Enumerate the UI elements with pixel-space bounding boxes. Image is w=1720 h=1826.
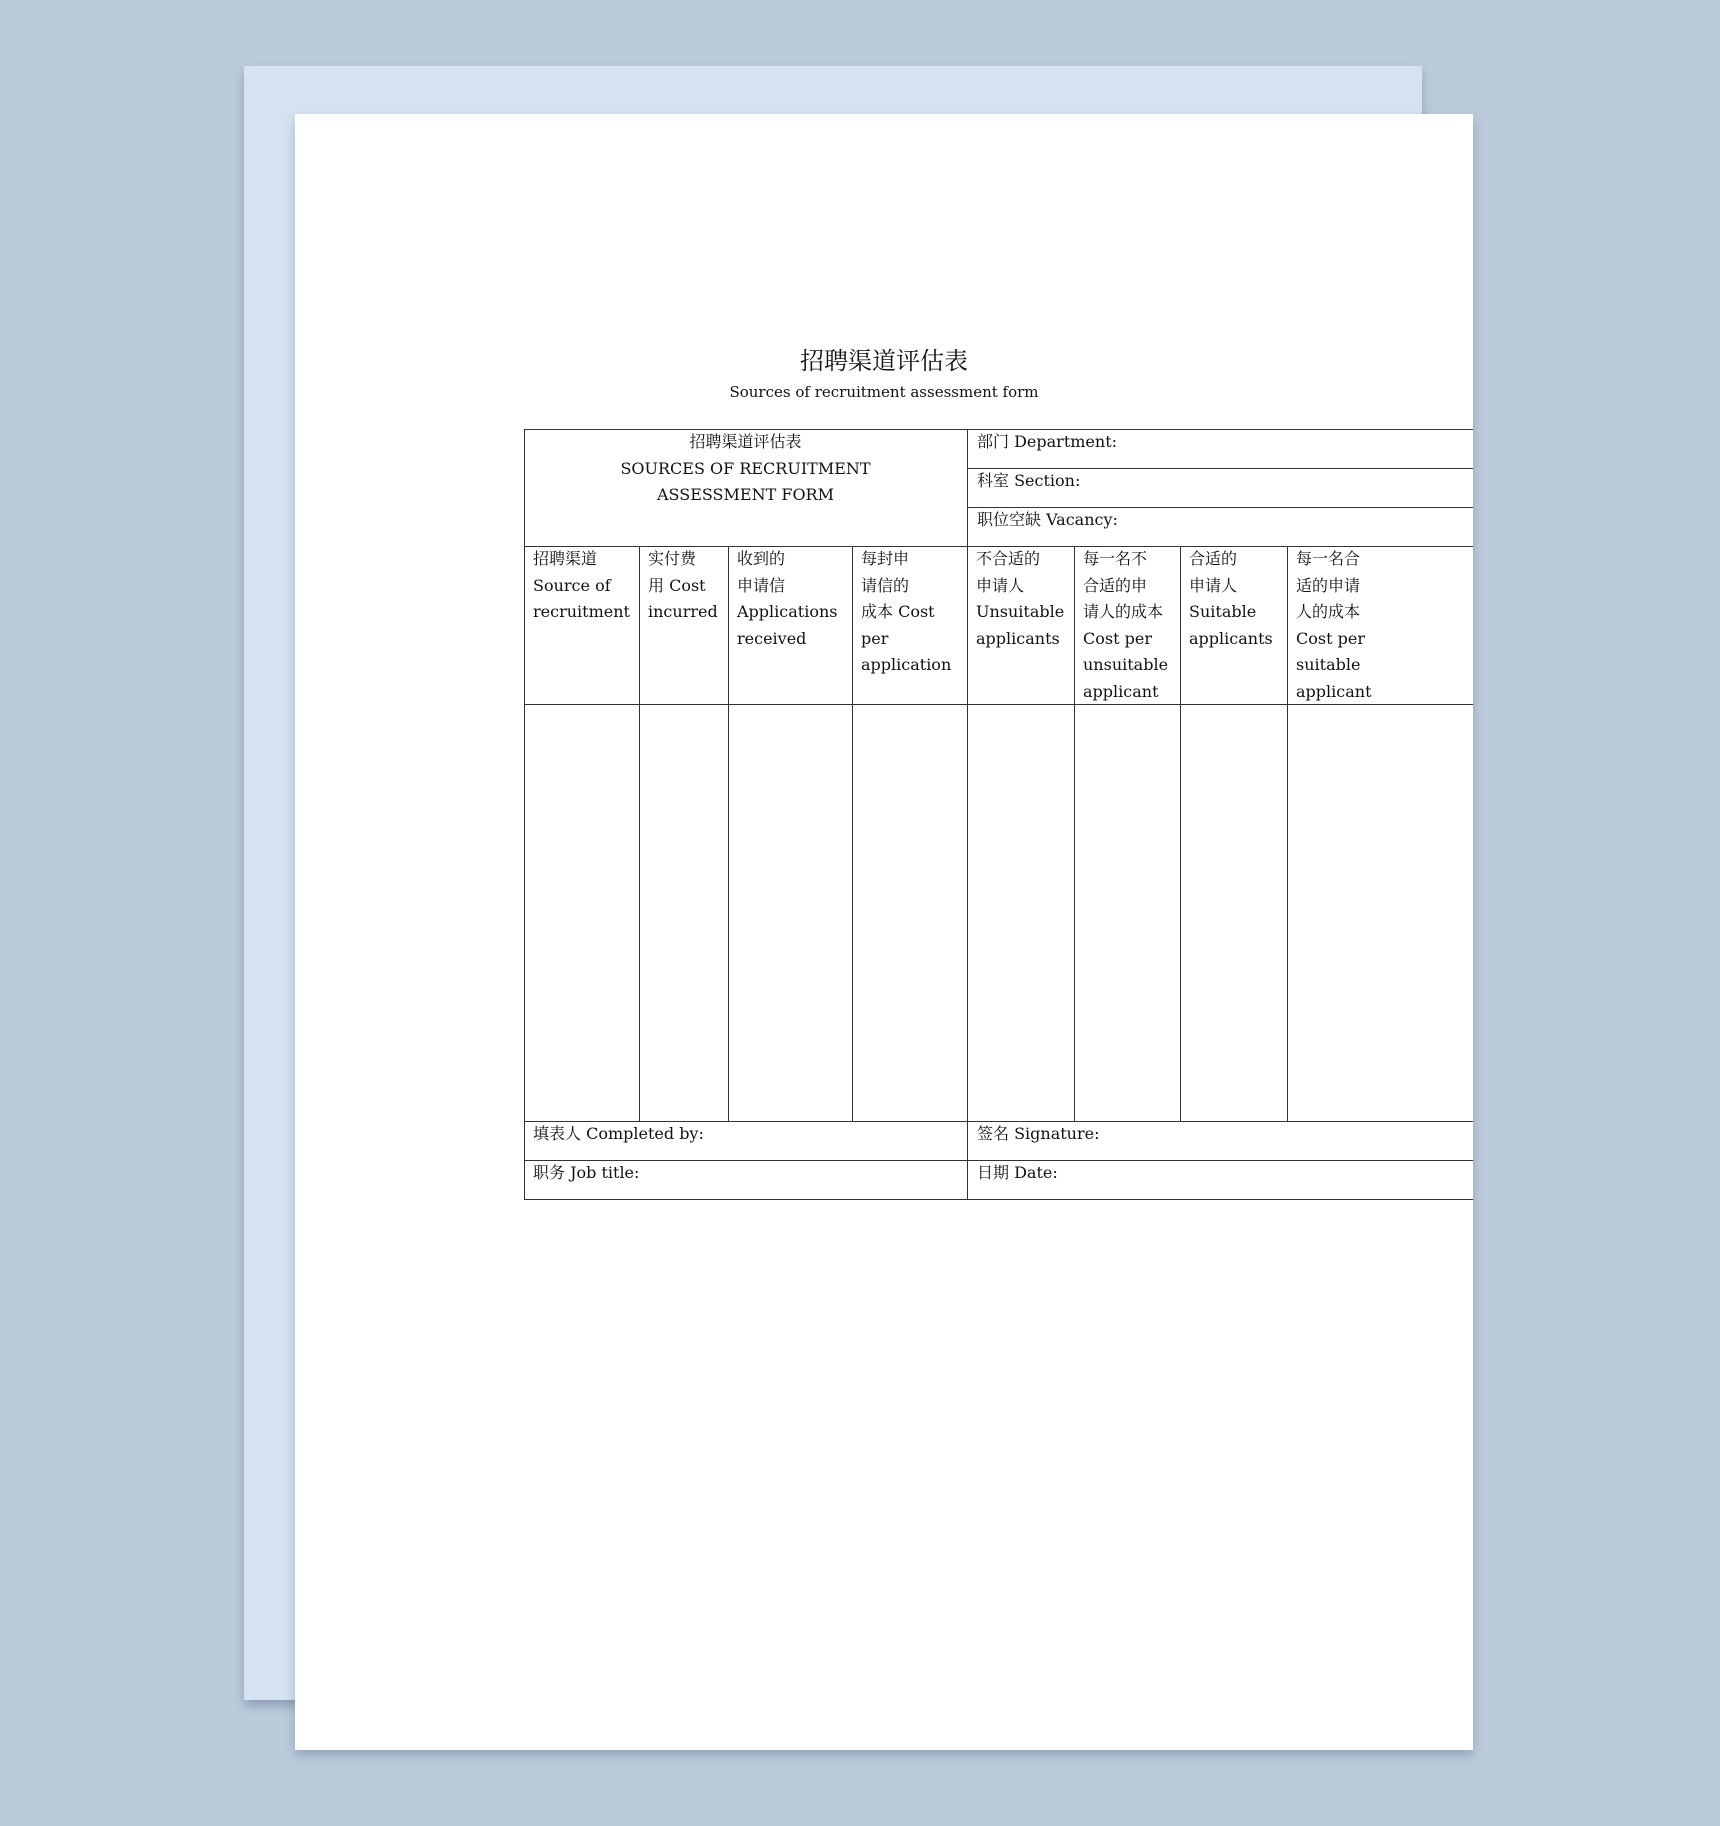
- table-divider-header: [967, 429, 968, 547]
- section-field[interactable]: 科室 Section:: [977, 471, 1081, 490]
- column-header-line: per: [861, 628, 889, 648]
- column-header-line: suitable: [1296, 655, 1361, 674]
- document-title: 招聘渠道评估表: [800, 347, 968, 375]
- data-cell-cost[interactable]: [641, 706, 727, 1120]
- table-border-bottom: [524, 1199, 1473, 1200]
- data-cell-cost-per-application[interactable]: [854, 706, 966, 1120]
- date-field[interactable]: 日期 Date:: [977, 1163, 1058, 1182]
- column-header-applications: [737, 546, 847, 652]
- column-header-line: received: [737, 628, 807, 648]
- data-cell-cost-per-unsuitable[interactable]: [1076, 706, 1179, 1120]
- column-header-line: 合适的申: [1083, 575, 1148, 595]
- column-header-suitable: [1189, 546, 1283, 652]
- document-subtitle: Sources of recruitment assessment form: [729, 383, 1039, 401]
- column-header-source: [533, 546, 630, 626]
- column-header-line: 收到的: [737, 549, 786, 568]
- column-header-line: Cost per: [1083, 628, 1152, 648]
- column-header-line: applicants: [976, 628, 1060, 648]
- data-cell-suitable[interactable]: [1182, 706, 1286, 1120]
- column-header-line: Suitable: [1189, 602, 1257, 621]
- table-divider-footer: [967, 1121, 968, 1200]
- column-header-line: 请人的成本: [1083, 602, 1164, 621]
- column-header-line: applicant: [1083, 681, 1159, 701]
- column-header-line: applicants: [1189, 628, 1273, 648]
- column-header-line: 每一名合: [1296, 549, 1361, 568]
- job-title-field[interactable]: 职务 Job title:: [533, 1163, 640, 1182]
- column-header-line: 招聘渠道: [533, 549, 598, 568]
- column-header-line: recruitment: [533, 602, 630, 621]
- column-header-line: 申请人: [976, 575, 1025, 595]
- column-header-line: 申请人: [1189, 575, 1238, 595]
- document-page: [295, 114, 1473, 1750]
- column-header-cost-per-application: [861, 546, 964, 679]
- column-header-line: 用 Cost: [648, 575, 706, 595]
- vacancy-field[interactable]: 职位空缺 Vacancy:: [977, 510, 1118, 529]
- department-field[interactable]: 部门 Department:: [977, 432, 1118, 451]
- column-header-line: 申请信: [737, 575, 786, 595]
- column-header-cost: [648, 546, 723, 626]
- column-header-line: 每封申: [861, 549, 910, 568]
- column-header-line: Cost per: [1296, 628, 1365, 648]
- column-header-cost-per-unsuitable: [1083, 546, 1175, 705]
- column-header-line: 实付费: [648, 549, 697, 568]
- column-header-line: application: [861, 655, 952, 674]
- column-header-unsuitable: [976, 546, 1070, 652]
- column-header-line: Applications: [737, 602, 838, 621]
- data-cell-cost-per-suitable[interactable]: [1289, 706, 1389, 1120]
- data-cell-source[interactable]: [525, 706, 638, 1120]
- column-header-line: 适的申请: [1296, 575, 1361, 595]
- data-cell-unsuitable[interactable]: [969, 706, 1073, 1120]
- signature-field[interactable]: 签名 Signature:: [977, 1124, 1100, 1143]
- completed-by-field[interactable]: 填表人 Completed by:: [533, 1124, 704, 1143]
- column-header-line: 每一名不: [1083, 549, 1148, 568]
- form-title-en-line1: SOURCES OF RECRUITMENT: [620, 458, 871, 478]
- assessment-table: [524, 429, 1473, 1200]
- column-header-line: 成本 Cost: [861, 602, 935, 621]
- column-header-line: 人的成本: [1296, 602, 1361, 621]
- data-cell-applications[interactable]: [730, 706, 851, 1120]
- column-header-line: Source of: [533, 575, 611, 595]
- form-title-cn: 招聘渠道评估表: [689, 432, 802, 451]
- column-header-line: 合适的: [1189, 549, 1238, 568]
- column-header-line: incurred: [648, 602, 718, 621]
- column-header-cost-per-suitable: [1296, 546, 1382, 705]
- column-header-line: 不合适的: [976, 549, 1041, 568]
- form-header-title: [524, 429, 967, 509]
- column-header-line: applicant: [1296, 681, 1372, 701]
- column-header-line: 请信的: [861, 575, 910, 595]
- form-title-en-line2: ASSESSMENT FORM: [657, 485, 834, 504]
- column-header-line: Unsuitable: [976, 602, 1065, 621]
- column-header-line: unsuitable: [1083, 655, 1169, 674]
